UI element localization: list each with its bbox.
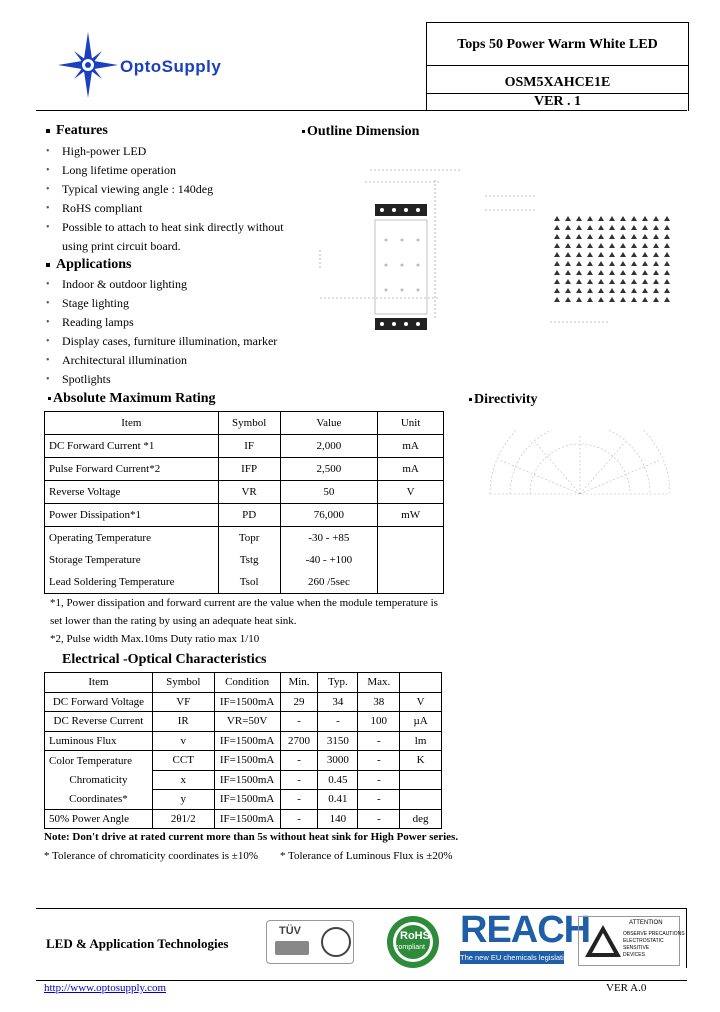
led-die-mark: [554, 234, 560, 239]
table-row: [45, 458, 444, 481]
table-row: [45, 481, 444, 504]
eoc-table: [44, 672, 442, 829]
led-die-mark: [565, 234, 571, 239]
header-cell: Max.: [358, 673, 400, 693]
typ-cell: -: [318, 712, 358, 732]
unit-cell: mW: [378, 504, 444, 527]
typ-cell: 0.41: [318, 790, 358, 810]
list-item: • Architectural illumination: [46, 351, 277, 370]
led-die-mark: [565, 243, 571, 248]
table-row: [45, 435, 444, 458]
header-cell: Typ.: [318, 673, 358, 693]
table-header-row: [45, 673, 442, 693]
unit-cell: [400, 790, 442, 810]
header-divider: [36, 110, 687, 111]
list-item: • Spotlights: [46, 370, 277, 389]
outline-title: Outline Dimension: [302, 124, 419, 140]
item-cell: Coordinates*: [45, 790, 153, 810]
min-cell: -: [280, 790, 318, 810]
list-item: • Typical viewing angle : 140deg: [46, 180, 284, 199]
led-die-mark: [631, 234, 637, 239]
item-cell: Operating Temperature: [45, 527, 219, 550]
typ-cell: 3150: [318, 731, 358, 751]
led-die-mark: [653, 225, 659, 230]
header-cell: [400, 673, 442, 693]
eoc-title: Electrical -Optical Characteristics: [62, 652, 267, 667]
led-die-mark: [565, 225, 571, 230]
led-die-mark: [554, 279, 560, 284]
unit-cell: V: [378, 481, 444, 504]
item-cell: Storage Temperature: [45, 549, 219, 571]
applications-title: Applications: [46, 257, 131, 273]
max-cell: 38: [358, 692, 400, 712]
esd-attention-label: [578, 916, 685, 966]
item-cell: Power Dissipation*1: [45, 504, 219, 527]
led-die-mark: [642, 261, 648, 266]
abs-max-note-3: *2, Pulse width Max.10ms Duty ratio max 1/10: [50, 633, 260, 645]
table-row: [45, 549, 444, 571]
led-die-mark: [576, 234, 582, 239]
led-die-mark: [598, 234, 604, 239]
square-bullet-icon: [469, 398, 472, 401]
led-die-mark: [565, 270, 571, 275]
led-die-mark: [565, 279, 571, 284]
led-die-mark: [653, 288, 659, 293]
attention-title: ATTENTION: [629, 920, 663, 926]
header-cell: Value: [280, 412, 378, 435]
item-cell: Lead Soldering Temperature: [45, 571, 219, 594]
item-cell: Pulse Forward Current*2: [45, 458, 219, 481]
led-die-mark: [598, 279, 604, 284]
min-cell: 2700: [280, 731, 318, 751]
table-row: [45, 571, 444, 594]
list-item: using print circuit board.: [62, 239, 181, 253]
header-box: [426, 22, 689, 111]
led-die-mark: [664, 234, 670, 239]
led-die-mark: [576, 243, 582, 248]
led-die-mark: [587, 216, 593, 221]
led-die-mark: [609, 252, 615, 257]
condition-cell: VR=50V: [214, 712, 280, 732]
led-die-mark: [653, 270, 659, 275]
led-die-mark: [576, 225, 582, 230]
led-die-mark: [642, 216, 648, 221]
unit-cell: [378, 571, 444, 594]
table-row: [45, 731, 442, 751]
table-row: [45, 504, 444, 527]
led-die-mark: [576, 261, 582, 266]
led-die-mark: [609, 216, 615, 221]
header-cell: Min.: [280, 673, 318, 693]
product-title: Tops 50 Power Warm White LED: [457, 37, 658, 52]
unit-cell: mA: [378, 435, 444, 458]
led-die-mark: [587, 225, 593, 230]
footer-tagline: LED & Application Technologies: [46, 936, 229, 951]
symbol-cell: y: [152, 790, 214, 810]
list-item: • Indoor & outdoor lighting: [46, 275, 277, 294]
led-die-mark: [554, 216, 560, 221]
led-die-mark: [576, 252, 582, 257]
symbol-cell: CCT: [152, 751, 214, 771]
item-cell: DC Forward Voltage: [45, 692, 153, 712]
value-cell: 260 /5sec: [280, 571, 378, 594]
min-cell: -: [280, 809, 318, 829]
led-die-mark: [565, 288, 571, 293]
symbol-cell: IF: [218, 435, 280, 458]
list-item: • Possible to attach to heat sink directly without: [46, 218, 284, 237]
directivity-polar-diagram: [480, 430, 680, 510]
led-die-mark: [565, 252, 571, 257]
table-row: [45, 527, 444, 550]
symbol-cell: Tsol: [218, 571, 280, 594]
header-cell: Symbol: [218, 412, 280, 435]
led-die-mark: [587, 252, 593, 257]
symbol-cell: VF: [152, 692, 214, 712]
led-die-mark: [631, 252, 637, 257]
led-die-mark: [598, 243, 604, 248]
led-die-mark: [642, 243, 648, 248]
symbol-cell: Tstg: [218, 549, 280, 571]
led-die-mark: [664, 243, 670, 248]
led-die-mark: [653, 261, 659, 266]
led-die-mark: [554, 297, 560, 302]
typ-cell: 34: [318, 692, 358, 712]
condition-cell: IF=1500mA: [214, 790, 280, 810]
esd-line: DEVICES: [623, 952, 645, 958]
unit-cell: mA: [378, 458, 444, 481]
led-die-mark: [620, 297, 626, 302]
abs-max-title: Absolute Maximum Rating: [48, 391, 216, 407]
min-cell: -: [280, 712, 318, 732]
led-die-mark: [664, 270, 670, 275]
header-cell: Item: [45, 673, 153, 693]
square-bullet-icon: [46, 263, 50, 267]
reach-tagline: The new EU chemicals legislation: [460, 953, 573, 962]
led-die-mark: [598, 225, 604, 230]
tuv-label: TÜV: [279, 925, 301, 937]
led-die-mark: [620, 252, 626, 257]
footer-version: VER A.0: [606, 982, 647, 994]
value-cell: 2,000: [280, 435, 378, 458]
item-cell: DC Reverse Current: [45, 712, 153, 732]
list-item: • RoHS compliant: [46, 199, 284, 218]
square-bullet-icon: [48, 397, 51, 400]
item-cell: Luminous Flux: [45, 731, 153, 751]
led-die-mark: [620, 288, 626, 293]
led-die-mark: [609, 288, 615, 293]
led-die-mark: [620, 216, 626, 221]
led-die-mark: [554, 270, 560, 275]
led-die-mark: [565, 216, 571, 221]
led-die-mark: [620, 243, 626, 248]
website-link[interactable]: http://www.optosupply.com: [44, 982, 167, 994]
table-row: [45, 751, 442, 771]
symbol-cell: 2θ1/2: [152, 809, 214, 829]
led-die-mark: [609, 234, 615, 239]
table-header-row: [45, 412, 444, 435]
list-item: • Display cases, furniture illumination, marker: [46, 332, 277, 351]
item-cell: Reverse Voltage: [45, 481, 219, 504]
footer-vertical-rule: [686, 908, 687, 968]
led-die-mark: [620, 270, 626, 275]
led-die-mark: [653, 252, 659, 257]
led-die-mark: [587, 234, 593, 239]
item-cell: DC Forward Current *1: [45, 435, 219, 458]
list-item: • High-power LED: [46, 142, 284, 161]
max-cell: -: [358, 751, 400, 771]
led-die-mark: [642, 270, 648, 275]
unit-cell: µA: [400, 712, 442, 732]
led-die-mark: [631, 270, 637, 275]
table-row: [45, 809, 442, 829]
led-die-mark: [609, 279, 615, 284]
typ-cell: 140: [318, 809, 358, 829]
max-cell: -: [358, 809, 400, 829]
value-cell: 2,500: [280, 458, 378, 481]
table-row: [45, 770, 442, 790]
value-cell: -30 - +85: [280, 527, 378, 550]
condition-cell: IF=1500mA: [214, 692, 280, 712]
led-die-mark: [620, 279, 626, 284]
value-cell: 50: [280, 481, 378, 504]
symbol-cell: IR: [152, 712, 214, 732]
brand-name: OptoSupply: [120, 57, 222, 76]
version-label: VER . 1: [533, 94, 582, 109]
rohs-seal-icon: [378, 914, 448, 970]
value-cell: 76,000: [280, 504, 378, 527]
led-die-mark: [653, 234, 659, 239]
unit-cell: K: [400, 751, 442, 771]
led-die-mark: [587, 297, 593, 302]
max-cell: 100: [358, 712, 400, 732]
abs-max-table: [44, 411, 444, 594]
max-cell: -: [358, 770, 400, 790]
led-die-mark: [631, 279, 637, 284]
led-die-mark: [576, 279, 582, 284]
unit-cell: deg: [400, 809, 442, 829]
led-die-mark: [620, 225, 626, 230]
led-die-mark: [642, 234, 648, 239]
unit-cell: V: [400, 692, 442, 712]
rohs-label: RoHS: [400, 930, 430, 942]
features-list: [46, 142, 284, 256]
list-item: • Stage lighting: [46, 294, 277, 313]
table-row: [45, 790, 442, 810]
rohs-compliant-label: compliant: [395, 944, 425, 951]
tuv-mark-icon: [275, 941, 309, 955]
flux-tolerance-note: * Tolerance of Luminous Flux is ±20%: [280, 850, 453, 862]
cert-seal-icon: [321, 927, 351, 957]
esd-warning-icon: [583, 921, 623, 961]
list-item: • Long lifetime operation: [46, 161, 284, 180]
led-die-mark: [664, 261, 670, 266]
led-die-mark: [642, 252, 648, 257]
outline-drawing: [310, 150, 690, 350]
led-die-mark: [576, 270, 582, 275]
directivity-chart: [480, 430, 680, 510]
esd-line: SENSITIVE: [623, 945, 650, 951]
led-die-mark: [554, 261, 560, 266]
led-die-mark: [609, 243, 615, 248]
led-die-mark: [598, 261, 604, 266]
led-die-mark: [664, 252, 670, 257]
header-cell: Condition: [214, 673, 280, 693]
led-die-mark: [554, 225, 560, 230]
table-row: [45, 692, 442, 712]
unit-cell: [378, 527, 444, 550]
led-die-mark: [587, 261, 593, 266]
led-die-mark: [631, 297, 637, 302]
unit-cell: [400, 770, 442, 790]
led-die-mark: [587, 270, 593, 275]
led-die-mark: [642, 297, 648, 302]
applications-list: [46, 275, 277, 389]
symbol-cell: PD: [218, 504, 280, 527]
min-cell: -: [280, 770, 318, 790]
led-die-mark: [620, 234, 626, 239]
square-bullet-icon: [46, 129, 50, 133]
reach-logo: [460, 909, 591, 966]
led-die-mark: [642, 225, 648, 230]
features-title: Features: [46, 123, 108, 139]
led-die-mark: [554, 243, 560, 248]
led-die-mark: [653, 279, 659, 284]
header-cell: Item: [45, 412, 219, 435]
led-die-mark: [664, 279, 670, 284]
item-cell: 50% Power Angle: [45, 809, 153, 829]
list-item: • Reading lamps: [46, 313, 277, 332]
condition-cell: IF=1500mA: [214, 770, 280, 790]
unit-cell: lm: [400, 731, 442, 751]
led-die-mark: [576, 216, 582, 221]
symbol-cell: x: [152, 770, 214, 790]
led-die-mark: [609, 297, 615, 302]
led-die-mark: [587, 243, 593, 248]
led-die-mark: [609, 225, 615, 230]
heat-sink-note: Note: Don't drive at rated current more than 5s without heat sink for High Power series.: [44, 831, 459, 843]
tuv-certification-logo: [266, 920, 354, 964]
led-die-mark: [609, 261, 615, 266]
min-cell: 29: [280, 692, 318, 712]
esd-line: OBSERVE PRECAUTIONS: [623, 931, 685, 937]
symbol-cell: v: [152, 731, 214, 751]
led-die-mark: [664, 225, 670, 230]
symbol-cell: IFP: [218, 458, 280, 481]
reach-wordmark: REACH: [460, 909, 591, 951]
led-die-mark: [554, 288, 560, 293]
chromaticity-tolerance-note: * Tolerance of chromaticity coordinates is ±10%: [44, 850, 258, 862]
led-die-mark: [653, 216, 659, 221]
led-die-mark: [609, 270, 615, 275]
directivity-title: Directivity: [469, 392, 538, 408]
condition-cell: IF=1500mA: [214, 751, 280, 771]
max-cell: -: [358, 790, 400, 810]
led-die-mark: [576, 297, 582, 302]
min-cell: -: [280, 751, 318, 771]
led-die-mark: [598, 270, 604, 275]
led-die-mark: [576, 288, 582, 293]
led-die-mark: [598, 297, 604, 302]
condition-cell: IF=1500mA: [214, 809, 280, 829]
led-die-mark: [631, 261, 637, 266]
part-number: OSM5XAHCE1E: [504, 75, 611, 90]
led-die-mark: [620, 261, 626, 266]
typ-cell: 0.45: [318, 770, 358, 790]
led-die-mark: [664, 288, 670, 293]
led-die-mark: [664, 297, 670, 302]
max-cell: -: [358, 731, 400, 751]
led-die-mark: [631, 216, 637, 221]
unit-cell: [378, 549, 444, 571]
led-die-mark: [598, 252, 604, 257]
item-cell: Color Temperature: [45, 751, 153, 771]
item-cell: Chromaticity: [45, 770, 153, 790]
led-die-mark: [631, 288, 637, 293]
rohs-compliant-logo: [378, 914, 448, 970]
condition-cell: IF=1500mA: [214, 731, 280, 751]
led-die-mark: [653, 297, 659, 302]
led-die-mark: [598, 216, 604, 221]
esd-line: ELECTROSTATIC: [623, 938, 664, 944]
led-die-mark: [587, 279, 593, 284]
outline-dimension-diagram: [310, 150, 690, 350]
header-cell: Symbol: [152, 673, 214, 693]
led-die-mark: [631, 225, 637, 230]
led-die-mark: [554, 252, 560, 257]
led-die-mark: [565, 297, 571, 302]
led-die-mark: [664, 216, 670, 221]
typ-cell: 3000: [318, 751, 358, 771]
abs-max-note-2: set lower than the rating by using an adequate heat sink.: [50, 615, 297, 627]
bottom-divider: [36, 980, 687, 981]
value-cell: -40 - +100: [280, 549, 378, 571]
symbol-cell: Topr: [218, 527, 280, 550]
led-die-mark: [642, 279, 648, 284]
symbol-cell: VR: [218, 481, 280, 504]
led-die-mark: [587, 288, 593, 293]
led-die-mark: [598, 288, 604, 293]
square-bullet-icon: [302, 130, 305, 133]
led-die-mark: [642, 288, 648, 293]
header-cell: Unit: [378, 412, 444, 435]
led-die-mark: [653, 243, 659, 248]
table-row: [45, 712, 442, 732]
led-die-mark: [565, 261, 571, 266]
abs-max-note-1: *1, Power dissipation and forward current are the value when the module temperature is: [50, 597, 438, 609]
led-die-mark: [631, 243, 637, 248]
